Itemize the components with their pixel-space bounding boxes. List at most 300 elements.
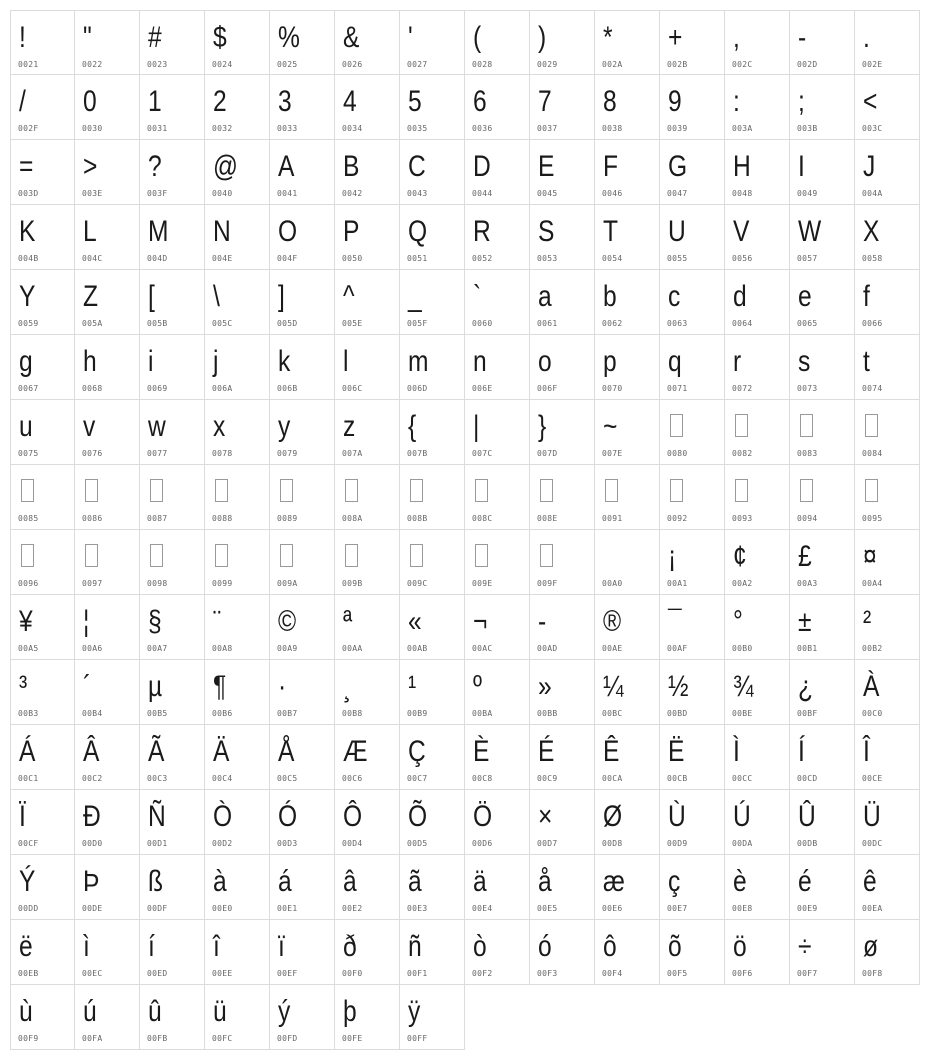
glyph-cell[interactable] — [270, 205, 335, 270]
glyph-cell[interactable] — [10, 270, 75, 335]
glyph-cell[interactable] — [725, 270, 790, 335]
glyph-code-label: 0027 — [407, 60, 428, 69]
glyph-code-label: 00F3 — [537, 969, 558, 978]
glyph-cell[interactable] — [335, 335, 400, 400]
glyph-cell[interactable] — [335, 595, 400, 660]
glyph-cell[interactable] — [660, 205, 725, 270]
glyph-cell[interactable] — [140, 725, 205, 790]
glyph-char: ± — [798, 605, 812, 638]
glyph-cell[interactable] — [335, 400, 400, 465]
glyph-cell[interactable] — [140, 465, 205, 530]
glyph-code-label: 00C5 — [277, 774, 298, 783]
glyph-cell[interactable] — [400, 140, 465, 205]
glyph-cell[interactable] — [10, 530, 75, 595]
glyph-cell[interactable] — [595, 465, 660, 530]
glyph-cell[interactable] — [400, 660, 465, 725]
glyph-cell[interactable] — [465, 595, 530, 660]
glyph-cell[interactable] — [725, 400, 790, 465]
glyph-cell[interactable] — [10, 400, 75, 465]
glyph-cell[interactable] — [530, 10, 595, 75]
glyph-code-label: 0094 — [797, 514, 818, 523]
glyph-cell[interactable] — [725, 465, 790, 530]
glyph-cell[interactable] — [75, 985, 140, 1050]
glyph-code-label: 0041 — [277, 189, 298, 198]
glyph-cell[interactable] — [335, 660, 400, 725]
glyph-cell[interactable] — [595, 10, 660, 75]
glyph-code-label: 005D — [277, 319, 298, 328]
glyph-code-label: 00FB — [147, 1034, 168, 1043]
glyph-code-label: 0073 — [797, 384, 818, 393]
glyph-code-label: 00A5 — [18, 644, 39, 653]
glyph-cell[interactable] — [270, 920, 335, 985]
glyph-cell[interactable] — [725, 140, 790, 205]
glyph-cell[interactable] — [530, 920, 595, 985]
glyph-cell[interactable] — [530, 725, 595, 790]
glyph-cell[interactable] — [855, 270, 920, 335]
glyph-code-label: 00A7 — [147, 644, 168, 653]
glyph-cell[interactable] — [725, 75, 790, 140]
glyph-cell[interactable] — [75, 920, 140, 985]
glyph-char: Á — [19, 735, 36, 768]
glyph-char: ª — [343, 605, 353, 638]
glyph-cell[interactable] — [790, 465, 855, 530]
glyph-cell[interactable] — [855, 790, 920, 855]
glyph-cell[interactable] — [140, 790, 205, 855]
glyph-cell[interactable] — [10, 465, 75, 530]
glyph-char: ' — [408, 21, 413, 54]
glyph-cell[interactable] — [465, 465, 530, 530]
glyph-cell[interactable] — [790, 725, 855, 790]
glyph-cell[interactable] — [140, 140, 205, 205]
glyph-cell[interactable] — [595, 270, 660, 335]
glyph-cell[interactable] — [465, 920, 530, 985]
glyph-cell[interactable] — [335, 790, 400, 855]
glyph-cell[interactable] — [270, 140, 335, 205]
glyph-cell[interactable] — [660, 400, 725, 465]
glyph-code-label: 00EE — [212, 969, 233, 978]
glyph-cell[interactable] — [335, 140, 400, 205]
glyph-code-label: 00B8 — [342, 709, 363, 718]
glyph-cell[interactable] — [335, 725, 400, 790]
glyph-cell[interactable] — [205, 855, 270, 920]
glyph-code-label: 00F0 — [342, 969, 363, 978]
glyph-char: , — [733, 21, 740, 54]
glyph-cell[interactable] — [855, 920, 920, 985]
glyph-cell[interactable] — [855, 335, 920, 400]
glyph-cell[interactable] — [10, 10, 75, 75]
glyph-cell[interactable] — [400, 725, 465, 790]
glyph-cell[interactable] — [790, 790, 855, 855]
glyph-cell[interactable] — [465, 400, 530, 465]
glyph-cell[interactable] — [10, 75, 75, 140]
glyph-char: d — [733, 280, 747, 313]
glyph-code-label: 009C — [407, 579, 428, 588]
glyph-code-label: 0071 — [667, 384, 688, 393]
missing-glyph-box — [150, 544, 163, 567]
glyph-cell[interactable] — [465, 660, 530, 725]
glyph-char: ` — [473, 280, 482, 313]
glyph-cell[interactable] — [530, 595, 595, 660]
glyph-cell[interactable] — [205, 725, 270, 790]
glyph-cell[interactable] — [660, 660, 725, 725]
glyph-code-label: 0047 — [667, 189, 688, 198]
glyph-cell[interactable] — [205, 595, 270, 660]
glyph-code-label: 0030 — [82, 124, 103, 133]
glyph-code-label: 00DF — [147, 904, 168, 913]
glyph-code-label: 008C — [472, 514, 493, 523]
glyph-cell[interactable] — [595, 530, 660, 595]
glyph-cell[interactable] — [790, 530, 855, 595]
glyph-cell[interactable] — [270, 270, 335, 335]
glyph-code-label: 0045 — [537, 189, 558, 198]
glyph-cell[interactable] — [855, 855, 920, 920]
glyph-cell[interactable] — [725, 855, 790, 920]
glyph-cell[interactable] — [725, 790, 790, 855]
glyph-cell[interactable] — [595, 855, 660, 920]
glyph-cell[interactable] — [10, 790, 75, 855]
glyph-cell[interactable] — [400, 790, 465, 855]
glyph-cell[interactable] — [205, 335, 270, 400]
glyph-cell[interactable] — [140, 75, 205, 140]
glyph-cell[interactable] — [10, 725, 75, 790]
glyph-cell[interactable] — [335, 75, 400, 140]
glyph-cell[interactable] — [140, 920, 205, 985]
glyph-cell[interactable] — [790, 920, 855, 985]
glyph-cell[interactable] — [205, 790, 270, 855]
glyph-cell[interactable] — [465, 530, 530, 595]
glyph-char: [ — [148, 280, 155, 313]
glyph-cell[interactable] — [75, 595, 140, 660]
glyph-cell[interactable] — [205, 140, 270, 205]
glyph-cell[interactable] — [595, 400, 660, 465]
glyph-cell[interactable] — [465, 10, 530, 75]
glyph-cell[interactable] — [205, 465, 270, 530]
glyph-cell[interactable] — [75, 855, 140, 920]
glyph-cell[interactable] — [10, 140, 75, 205]
glyph-cell[interactable] — [205, 400, 270, 465]
glyph-code-label: 0023 — [147, 60, 168, 69]
glyph-cell[interactable] — [270, 75, 335, 140]
glyph-cell[interactable] — [75, 335, 140, 400]
glyph-cell[interactable] — [335, 465, 400, 530]
glyph-char: Q — [408, 215, 428, 248]
glyph-cell[interactable] — [400, 855, 465, 920]
glyph-code-label: 0079 — [277, 449, 298, 458]
glyph-cell[interactable] — [465, 270, 530, 335]
glyph-cell[interactable] — [270, 790, 335, 855]
glyph-code-label: 0036 — [472, 124, 493, 133]
glyph-cell[interactable] — [10, 855, 75, 920]
glyph-cell[interactable] — [335, 855, 400, 920]
glyph-cell[interactable] — [855, 725, 920, 790]
glyph-cell[interactable] — [400, 10, 465, 75]
glyph-cell[interactable] — [725, 660, 790, 725]
glyph-cell[interactable] — [465, 75, 530, 140]
glyph-code-label: 00D3 — [277, 839, 298, 848]
glyph-cell[interactable] — [595, 595, 660, 660]
missing-glyph-box — [800, 479, 813, 502]
glyph-cell[interactable] — [530, 790, 595, 855]
glyph-code-label: 00DD — [18, 904, 39, 913]
glyph-char: ú — [83, 995, 97, 1028]
glyph-code-label: 003C — [862, 124, 883, 133]
glyph-cell[interactable] — [660, 530, 725, 595]
missing-glyph-box — [410, 479, 423, 502]
glyph-cell[interactable] — [595, 335, 660, 400]
glyph-cell[interactable] — [270, 595, 335, 660]
glyph-cell[interactable] — [10, 595, 75, 660]
glyph-cell[interactable] — [205, 270, 270, 335]
glyph-code-label: 0075 — [18, 449, 39, 458]
glyph-cell[interactable] — [660, 270, 725, 335]
glyph-cell[interactable] — [790, 140, 855, 205]
glyph-cell[interactable] — [465, 205, 530, 270]
glyph-cell[interactable] — [660, 725, 725, 790]
glyph-cell[interactable] — [465, 335, 530, 400]
glyph-cell[interactable] — [140, 660, 205, 725]
glyph-cell[interactable] — [140, 270, 205, 335]
glyph-code-label: 0028 — [472, 60, 493, 69]
glyph-cell[interactable] — [790, 855, 855, 920]
glyph-code-label: 00E6 — [602, 904, 623, 913]
glyph-code-label: 00E8 — [732, 904, 753, 913]
glyph-cell[interactable] — [400, 465, 465, 530]
glyph-cell[interactable] — [10, 335, 75, 400]
glyph-cell[interactable] — [335, 985, 400, 1050]
glyph-cell[interactable] — [530, 660, 595, 725]
glyph-cell[interactable] — [140, 335, 205, 400]
glyph-cell[interactable] — [335, 270, 400, 335]
missing-glyph-box — [345, 479, 358, 502]
glyph-cell[interactable] — [595, 790, 660, 855]
glyph-cell[interactable] — [725, 595, 790, 660]
glyph-cell[interactable] — [140, 10, 205, 75]
glyph-cell[interactable] — [10, 660, 75, 725]
glyph-cell[interactable] — [790, 595, 855, 660]
glyph-code-label: 0038 — [602, 124, 623, 133]
glyph-cell[interactable] — [10, 205, 75, 270]
glyph-cell[interactable] — [530, 205, 595, 270]
glyph-cell[interactable] — [270, 660, 335, 725]
glyph-char: ý — [278, 995, 291, 1028]
glyph-char: N — [213, 215, 231, 248]
glyph-char: . — [863, 21, 870, 54]
glyph-cell[interactable] — [75, 75, 140, 140]
glyph-code-label: 0040 — [212, 189, 233, 198]
glyph-cell[interactable] — [140, 205, 205, 270]
glyph-cell[interactable] — [205, 985, 270, 1050]
glyph-cell[interactable] — [270, 530, 335, 595]
glyph-cell[interactable] — [790, 75, 855, 140]
glyph-cell[interactable] — [725, 920, 790, 985]
glyph-cell[interactable] — [75, 790, 140, 855]
glyph-char: w — [148, 410, 166, 443]
glyph-cell[interactable] — [75, 725, 140, 790]
glyph-cell[interactable] — [205, 920, 270, 985]
glyph-cell[interactable] — [595, 725, 660, 790]
glyph-cell[interactable] — [530, 335, 595, 400]
glyph-cell[interactable] — [10, 985, 75, 1050]
glyph-cell[interactable] — [400, 530, 465, 595]
glyph-cell[interactable] — [660, 140, 725, 205]
glyph-code-label: 0033 — [277, 124, 298, 133]
glyph-cell[interactable] — [400, 920, 465, 985]
glyph-cell[interactable] — [140, 400, 205, 465]
glyph-cell[interactable] — [855, 465, 920, 530]
glyph-cell[interactable] — [140, 595, 205, 660]
glyph-cell[interactable] — [335, 205, 400, 270]
glyph-cell[interactable] — [140, 530, 205, 595]
glyph-cell[interactable] — [400, 205, 465, 270]
glyph-cell[interactable] — [595, 75, 660, 140]
glyph-cell[interactable] — [270, 400, 335, 465]
glyph-cell[interactable] — [790, 270, 855, 335]
glyph-cell[interactable] — [855, 10, 920, 75]
glyph-cell[interactable] — [270, 985, 335, 1050]
glyph-cell[interactable] — [75, 270, 140, 335]
glyph-char: 0 — [83, 85, 97, 118]
glyph-cell[interactable] — [75, 530, 140, 595]
glyph-cell[interactable] — [725, 205, 790, 270]
glyph-cell[interactable] — [270, 335, 335, 400]
glyph-char: + — [668, 21, 683, 54]
glyph-cell[interactable] — [855, 660, 920, 725]
glyph-cell[interactable] — [465, 790, 530, 855]
glyph-cell[interactable] — [205, 75, 270, 140]
missing-glyph-box — [150, 479, 163, 502]
glyph-cell[interactable] — [660, 10, 725, 75]
glyph-cell[interactable] — [75, 465, 140, 530]
glyph-cell[interactable] — [855, 205, 920, 270]
glyph-cell[interactable] — [75, 10, 140, 75]
glyph-char: ¾ — [733, 670, 754, 703]
glyph-code-label: 0042 — [342, 189, 363, 198]
glyph-cell[interactable] — [400, 985, 465, 1050]
glyph-cell[interactable] — [855, 595, 920, 660]
glyph-cell[interactable] — [530, 465, 595, 530]
glyph-cell[interactable] — [790, 335, 855, 400]
glyph-cell[interactable] — [790, 660, 855, 725]
glyph-cell[interactable] — [10, 920, 75, 985]
glyph-cell[interactable] — [595, 205, 660, 270]
glyph-cell[interactable] — [530, 530, 595, 595]
glyph-cell[interactable] — [660, 595, 725, 660]
glyph-char: o — [538, 345, 552, 378]
glyph-code-label: 0026 — [342, 60, 363, 69]
glyph-char: à — [213, 865, 227, 898]
glyph-cell[interactable] — [595, 920, 660, 985]
glyph-char: > — [83, 150, 98, 183]
glyph-cell[interactable] — [530, 400, 595, 465]
glyph-cell[interactable] — [790, 10, 855, 75]
glyph-cell[interactable] — [855, 140, 920, 205]
glyph-cell[interactable] — [205, 530, 270, 595]
glyph-cell[interactable] — [530, 140, 595, 205]
glyph-cell[interactable] — [400, 270, 465, 335]
glyph-code-label: 00B0 — [732, 644, 753, 653]
glyph-cell[interactable] — [75, 205, 140, 270]
glyph-cell[interactable] — [75, 140, 140, 205]
glyph-cell[interactable] — [270, 855, 335, 920]
glyph-char: q — [668, 345, 682, 378]
glyph-cell[interactable] — [530, 855, 595, 920]
glyph-cell[interactable] — [400, 335, 465, 400]
glyph-cell[interactable] — [400, 400, 465, 465]
glyph-code-label: 00AF — [667, 644, 688, 653]
glyph-char: Ð — [83, 800, 101, 833]
glyph-cell[interactable] — [75, 400, 140, 465]
glyph-code-label: 004C — [82, 254, 103, 263]
glyph-cell[interactable] — [595, 140, 660, 205]
glyph-cell[interactable] — [75, 660, 140, 725]
glyph-code-label: 00AC — [472, 644, 493, 653]
glyph-code-label: 004F — [277, 254, 298, 263]
glyph-code-label: 00F7 — [797, 969, 818, 978]
glyph-cell[interactable] — [465, 140, 530, 205]
glyph-cell[interactable] — [725, 725, 790, 790]
glyph-cell[interactable] — [725, 10, 790, 75]
glyph-char: S — [538, 215, 555, 248]
glyph-cell[interactable] — [660, 855, 725, 920]
glyph-cell[interactable] — [530, 75, 595, 140]
glyph-cell[interactable] — [140, 855, 205, 920]
glyph-cell[interactable] — [335, 920, 400, 985]
glyph-cell[interactable] — [855, 530, 920, 595]
glyph-cell[interactable] — [205, 10, 270, 75]
glyph-code-label: 0060 — [472, 319, 493, 328]
glyph-cell[interactable] — [270, 465, 335, 530]
glyph-cell[interactable] — [660, 920, 725, 985]
glyph-code-label: 00BA — [472, 709, 493, 718]
glyph-code-label: 005F — [407, 319, 428, 328]
glyph-cell[interactable] — [660, 465, 725, 530]
glyph-cell[interactable] — [660, 75, 725, 140]
glyph-cell[interactable] — [530, 270, 595, 335]
glyph-code-label: 00A0 — [602, 579, 623, 588]
glyph-cell[interactable] — [790, 400, 855, 465]
glyph-cell[interactable] — [400, 595, 465, 660]
glyph-cell[interactable] — [465, 855, 530, 920]
glyph-cell[interactable] — [595, 660, 660, 725]
glyph-char: Ã — [148, 735, 165, 768]
glyph-cell[interactable] — [270, 10, 335, 75]
glyph-cell[interactable] — [790, 205, 855, 270]
glyph-char: ç — [668, 865, 681, 898]
glyph-char: e — [798, 280, 812, 313]
glyph-cell[interactable] — [855, 75, 920, 140]
glyph-cell[interactable] — [855, 400, 920, 465]
glyph-cell[interactable] — [205, 205, 270, 270]
missing-glyph-box — [21, 544, 34, 567]
glyph-cell[interactable] — [335, 530, 400, 595]
glyph-code-label: 0051 — [407, 254, 428, 263]
glyph-cell[interactable] — [205, 660, 270, 725]
glyph-code-label: 0072 — [732, 384, 753, 393]
glyph-char: a — [538, 280, 552, 313]
glyph-cell[interactable] — [335, 10, 400, 75]
missing-glyph-box — [345, 544, 358, 567]
glyph-cell[interactable] — [270, 725, 335, 790]
glyph-code-label: 00D1 — [147, 839, 168, 848]
glyph-cell[interactable] — [660, 790, 725, 855]
glyph-cell[interactable] — [140, 985, 205, 1050]
glyph-cell[interactable] — [725, 530, 790, 595]
glyph-cell[interactable] — [400, 75, 465, 140]
glyph-cell[interactable] — [725, 335, 790, 400]
glyph-code-label: 00F2 — [472, 969, 493, 978]
glyph-cell[interactable] — [660, 335, 725, 400]
glyph-cell[interactable] — [465, 725, 530, 790]
